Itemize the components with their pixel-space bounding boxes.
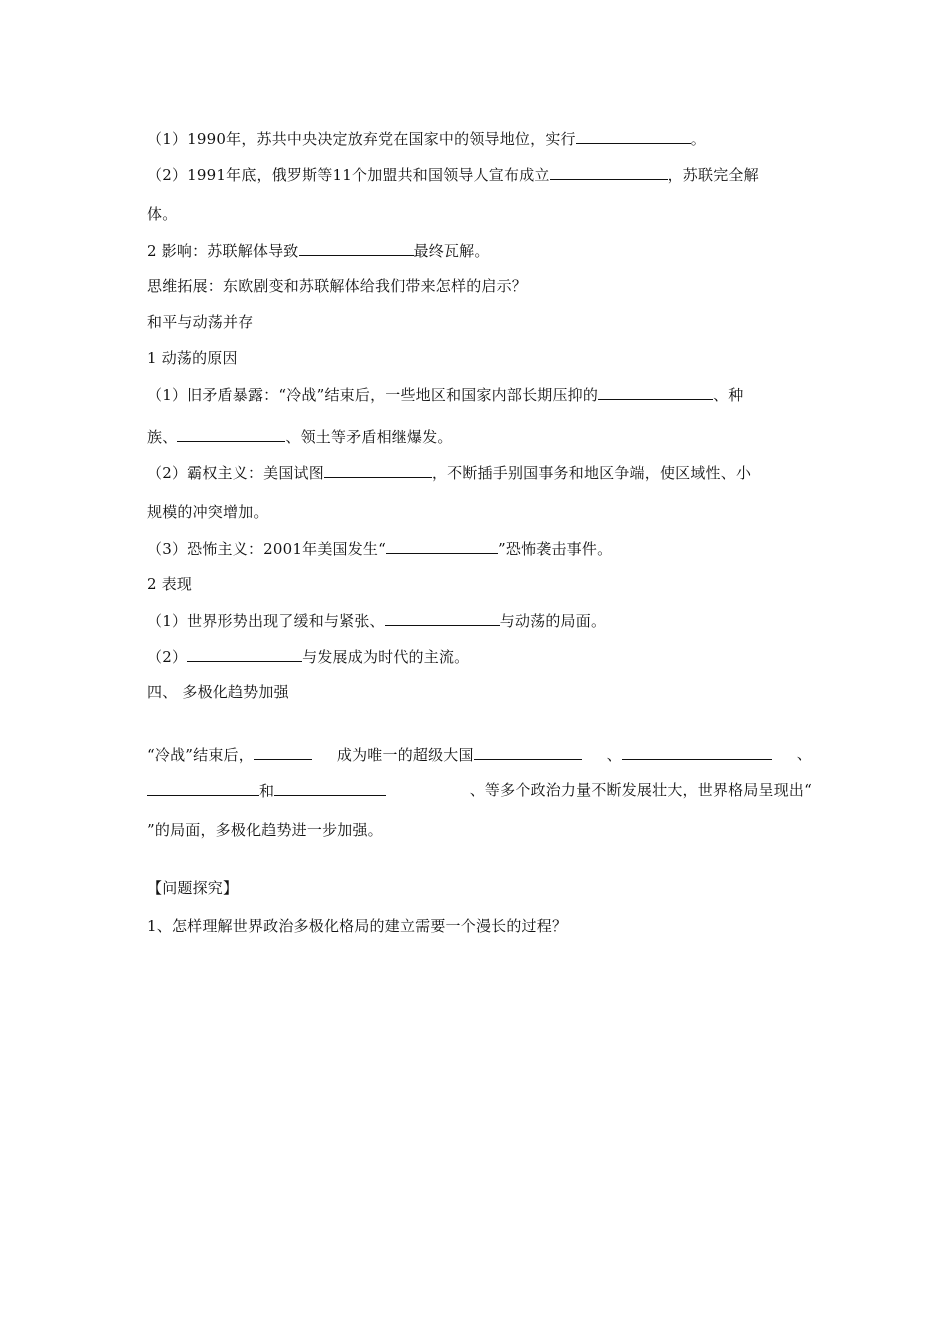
line-3-text: 体。 [147, 205, 178, 223]
line-14-text-a: （1）世界形势出现了缓和与紧张、 [147, 612, 385, 630]
section-heading-inquiry [147, 878, 812, 898]
answer-blank[interactable] [147, 780, 259, 796]
answer-blank[interactable] [324, 462, 432, 478]
line-17-text-c: 、 [606, 746, 622, 764]
line-7-text: 1 动荡的原因 [147, 349, 238, 367]
line-17-text-a: “冷战”结束后， [147, 746, 254, 764]
line-19-text: ”的局面，多极化趋势进一步加强。 [147, 821, 383, 839]
text-line-5 [147, 276, 812, 296]
text-line-14 [147, 610, 812, 631]
line-18-text-a: 和 [259, 782, 275, 800]
line-17-segment [147, 744, 312, 765]
line-15-text-b: 与发展成为时代的主流。 [302, 648, 470, 666]
line-6-text: 和平与动荡并存 [147, 313, 254, 331]
answer-blank[interactable] [274, 780, 386, 796]
line-13-text: 2 表现 [147, 575, 193, 593]
line-18-text-b: 、等多个政治力量不断发展壮大，世界格局呈现出“ [469, 781, 812, 799]
answer-blank[interactable] [177, 426, 285, 442]
text-line-12 [147, 538, 812, 559]
answer-blank[interactable] [576, 128, 691, 144]
line-1-text-a: （1）1990年，苏共中央决定放弃党在国家中的领导地位，实行 [147, 130, 576, 148]
text-line-3 [147, 204, 812, 224]
text-line-15 [147, 646, 812, 667]
text-line-11 [147, 502, 812, 522]
answer-blank[interactable] [622, 744, 772, 760]
line-21-text: 1、怎样理解世界政治多极化格局的建立需要一个漫长的过程？ [147, 917, 568, 935]
line-2-text-a: （2）1991年底，俄罗斯等11个加盟共和国领导人宣布成立 [147, 166, 550, 184]
text-line-19 [147, 820, 812, 840]
text-line-4 [147, 240, 812, 261]
answer-blank[interactable] [385, 610, 500, 626]
subheading-causes [147, 348, 812, 368]
question-1 [147, 916, 812, 936]
line-20-text: 【问题探究】 [147, 879, 239, 897]
line-17-segment [607, 744, 772, 765]
line-12-text-a: （3）恐怖主义：2001年美国发生“ [147, 540, 386, 558]
line-12-text-b: ”恐怖袭击事件。 [498, 540, 613, 558]
line-16-text: 四、 多极化趋势加强 [147, 683, 289, 701]
text-line-10 [147, 462, 812, 483]
text-line-8 [147, 384, 812, 405]
line-5-text: 思维拓展：东欧剧变和苏联解体给我们带来怎样的启示？ [147, 277, 528, 295]
text-line-2 [147, 164, 812, 185]
line-10-text-a: （2）霸权主义：美国试图 [147, 464, 324, 482]
section-heading-multipolar [147, 682, 812, 702]
answer-blank[interactable] [299, 240, 414, 256]
line-14-text-b: 与动荡的局面。 [499, 612, 607, 630]
answer-blank[interactable] [474, 744, 582, 760]
subheading-manifestation [147, 574, 812, 594]
answer-blank[interactable] [386, 538, 498, 554]
line-17-segment [337, 744, 582, 765]
answer-blank[interactable] [550, 164, 668, 180]
line-2-text-b: ，苏联完全解 [667, 166, 759, 184]
section-heading-peace [147, 312, 812, 332]
line-17-text-d: 、 [796, 745, 812, 763]
line-9-text-a: 族、 [147, 428, 178, 446]
text-line-18 [147, 780, 812, 801]
line-1-text-b: 。 [690, 130, 706, 148]
line-15-text-a: （2） [147, 648, 188, 666]
line-9-text-b: 、领土等矛盾相继爆发。 [285, 428, 453, 446]
line-18-segment [147, 780, 386, 801]
line-11-text: 规模的冲突增加。 [147, 503, 269, 521]
line-8-text-a: （1）旧矛盾暴露：“冷战”结束后，一些地区和国家内部长期压抑的 [147, 386, 599, 404]
answer-blank[interactable] [254, 744, 312, 760]
text-line-17 [147, 744, 812, 765]
line-4-text-a: 2 影响：苏联解体导致 [147, 242, 299, 260]
answer-blank[interactable] [598, 384, 713, 400]
line-8-text-b: 、种 [713, 386, 744, 404]
text-line-9 [147, 426, 812, 447]
line-17-text-b: 成为唯一的超级大国 [336, 746, 474, 764]
line-4-text-b: 最终瓦解。 [413, 242, 490, 260]
answer-blank[interactable] [187, 646, 302, 662]
text-line-1 [147, 128, 812, 149]
line-10-text-b: ，不断插手别国事务和地区争端，使区域性、小 [431, 464, 752, 482]
